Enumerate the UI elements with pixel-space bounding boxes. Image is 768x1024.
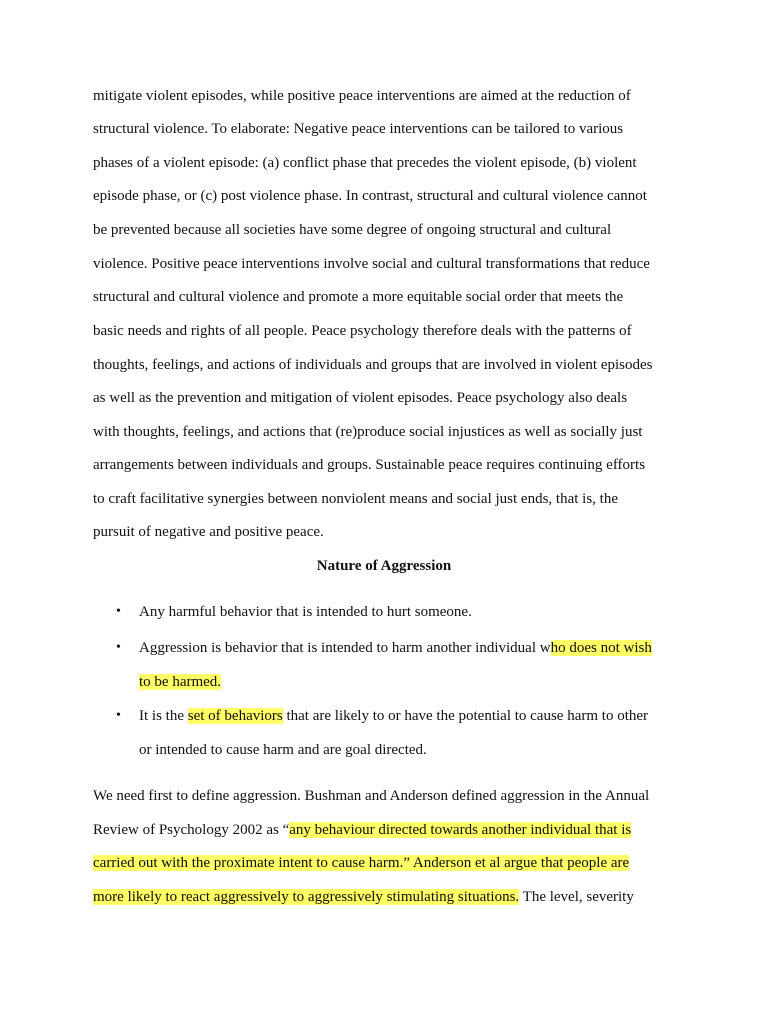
highlighted-text: any behaviour directed towards another individual that is: [289, 822, 632, 838]
bullet-item-1: Any harmful behavior that is intended to hurt someone.: [139, 604, 472, 620]
bullet-text: that are likely to or have the potential to cause harm to other: [282, 708, 649, 724]
paragraph-line: arrangements between individuals and groups. Sustainable peace requires continuing efforts: [93, 457, 646, 473]
paragraph-line: be prevented because all societies have some degree of ongoing structural and cultural: [93, 222, 612, 238]
paragraph-line: to craft facilitative synergies between nonviolent means and social just ends, that is, the: [93, 491, 618, 507]
bullet-dot: •: [116, 708, 121, 723]
highlighted-text: to be harmed.: [139, 674, 222, 690]
paragraph-line: violence. Positive peace interventions involve social and cultural transformations that reduce: [93, 256, 650, 272]
paragraph-line: structural and cultural violence and promote a more equitable social order that meets the: [93, 289, 624, 305]
highlighted-text: ho does not wish: [550, 640, 652, 656]
paragraph-line: phases of a violent episode: (a) conflict phase that precedes the violent episode, (b) violent: [93, 155, 637, 171]
bullet-text: It is the: [139, 708, 188, 724]
bullet-dot: •: [116, 640, 121, 655]
paragraph-line: [93, 853, 629, 873]
bullet-dot: •: [116, 604, 121, 619]
paragraph-line: [93, 820, 631, 840]
paragraph-text: Review of Psychology 2002 as “: [93, 822, 290, 838]
bullet-item-2-cont: [139, 672, 221, 692]
highlighted-text: set of behaviors: [187, 708, 283, 724]
paragraph-text: The level, severity: [519, 889, 634, 905]
paragraph-line: We need first to define aggression. Bushman and Anderson defined aggression in the Annual: [93, 788, 650, 804]
paragraph-line: structural violence. To elaborate: Negative peace interventions can be tailored to various: [93, 121, 624, 137]
highlighted-text: carried out with the proximate intent to cause harm.” Anderson et al argue that people are: [93, 855, 630, 871]
bullet-item-3-cont: or intended to cause harm and are goal directed.: [139, 742, 427, 758]
paragraph-line: mitigate violent episodes, while positive peace interventions are aimed at the reduction of: [93, 88, 631, 104]
paragraph-line: episode phase, or (c) post violence phase. In contrast, structural and cultural violence cannot: [93, 188, 647, 204]
paragraph-line: thoughts, feelings, and actions of individuals and groups that are involved in violent episodes: [93, 357, 653, 373]
paragraph-line: basic needs and rights of all people. Peace psychology therefore deals with the patterns of: [93, 323, 632, 339]
bullet-item-2: [139, 638, 652, 658]
bullet-text: Aggression is behavior that is intended to harm another individual w: [139, 640, 551, 656]
paragraph-line: as well as the prevention and mitigation of violent episodes. Peace psychology also deals: [93, 390, 628, 406]
highlighted-text: more likely to react aggressively to aggressively stimulating situations.: [93, 889, 520, 905]
paragraph-line: with thoughts, feelings, and actions that (re)produce social injustices as well as socially just: [93, 424, 643, 440]
bullet-item-3: [139, 706, 648, 726]
paragraph-line: [93, 887, 634, 907]
paragraph-line: pursuit of negative and positive peace.: [93, 524, 324, 540]
section-heading: Nature of Aggression: [316, 558, 452, 574]
